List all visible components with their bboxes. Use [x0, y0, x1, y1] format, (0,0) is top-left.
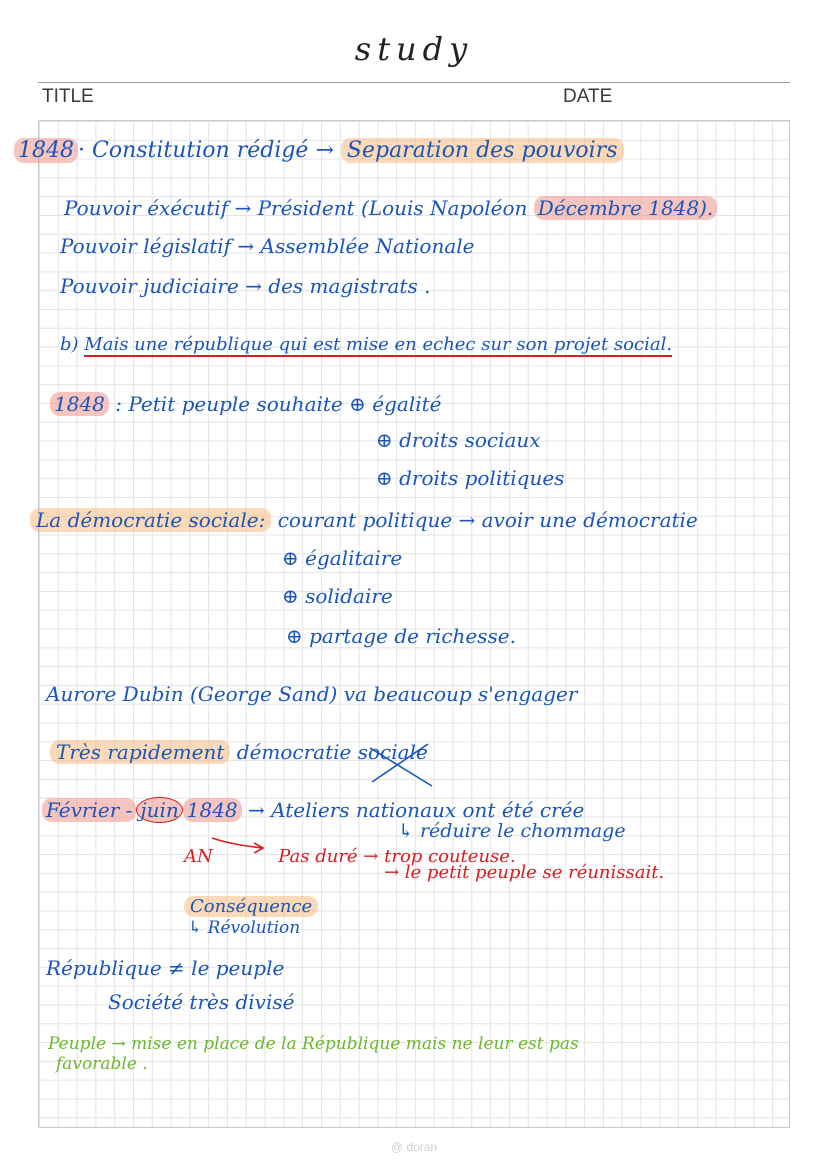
watermark: @ doran: [390, 1140, 438, 1154]
note-text: démocratie sociale: [236, 740, 428, 764]
note-line-13: Aurore Dubin (George Sand) va beaucoup s'engager: [46, 682, 578, 706]
note-line-6: [50, 392, 441, 416]
an-label: AN: [184, 846, 213, 867]
note-text: · Constitution rédigé →: [78, 138, 334, 163]
note-line-12: ⊕ partage de richesse.: [286, 624, 516, 648]
note-line-5: [60, 334, 672, 356]
note-text-red: trop couteuse.: [384, 846, 516, 867]
note-text: : Petit peuple souhaite ⊕ égalité: [115, 392, 442, 416]
item-prefix: b): [60, 334, 79, 355]
note-line-7: ⊕ droits sociaux: [376, 428, 541, 452]
note-line-9: [30, 508, 698, 532]
year-highlight: 1848: [50, 392, 109, 416]
note-highlight: Très rapidement: [50, 740, 230, 764]
note-line-15: [42, 798, 584, 822]
note-line-20: ↳ Révolution: [188, 918, 301, 938]
title-label: TITLE: [42, 86, 94, 107]
note-line-16: ↳ réduire le chommage: [398, 820, 626, 842]
date-label: DATE: [563, 86, 613, 107]
note-line-1: [14, 138, 624, 164]
month-highlight: Février -: [42, 798, 136, 822]
note-text: Mais une république qui est mise en echec sur son projet social.: [84, 334, 673, 355]
note-text: courant politique → avoir une démocratie: [277, 508, 698, 532]
note-line-2: [64, 196, 717, 220]
note-highlight: La démocratie sociale:: [30, 508, 271, 532]
header-rule: [38, 82, 790, 83]
date-highlight: Décembre 1848).: [534, 196, 718, 220]
year-highlight: 1848: [183, 798, 242, 822]
note-line-14: [50, 740, 428, 764]
note-line-3: Pouvoir législatif → Assemblée Nationale: [60, 234, 475, 258]
year-highlight: 1848: [14, 138, 78, 163]
page-header: [0, 0, 828, 120]
note-line-22: Société très divisé: [108, 990, 295, 1014]
note-line-8: ⊕ droits politiques: [376, 466, 565, 490]
page-title: study: [354, 30, 474, 68]
note-line-4: Pouvoir judiciaire → des magistrats .: [60, 274, 431, 298]
note-line-18: → le petit peuple se réunissait.: [384, 862, 665, 883]
note-line-24: favorable .: [56, 1054, 148, 1074]
note-highlight: Conséquence: [184, 896, 318, 917]
note-highlight: Separation des pouvoirs: [341, 138, 624, 163]
note-line-19: [184, 896, 318, 918]
note-text: Pouvoir éxécutif → Président (Louis Napoléon: [64, 196, 528, 220]
note-text: Pas duré →: [278, 846, 379, 867]
note-text: → Ateliers nationaux ont été crée: [248, 798, 585, 822]
note-line-11: ⊕ solidaire: [282, 584, 393, 608]
circled-word: juin: [136, 797, 182, 823]
note-line-23: Peuple → mise en place de la République mais ne leur est pas: [48, 1034, 579, 1054]
note-line-10: ⊕ égalitaire: [282, 546, 403, 570]
note-line-21: République ≠ le peuple: [46, 956, 285, 980]
